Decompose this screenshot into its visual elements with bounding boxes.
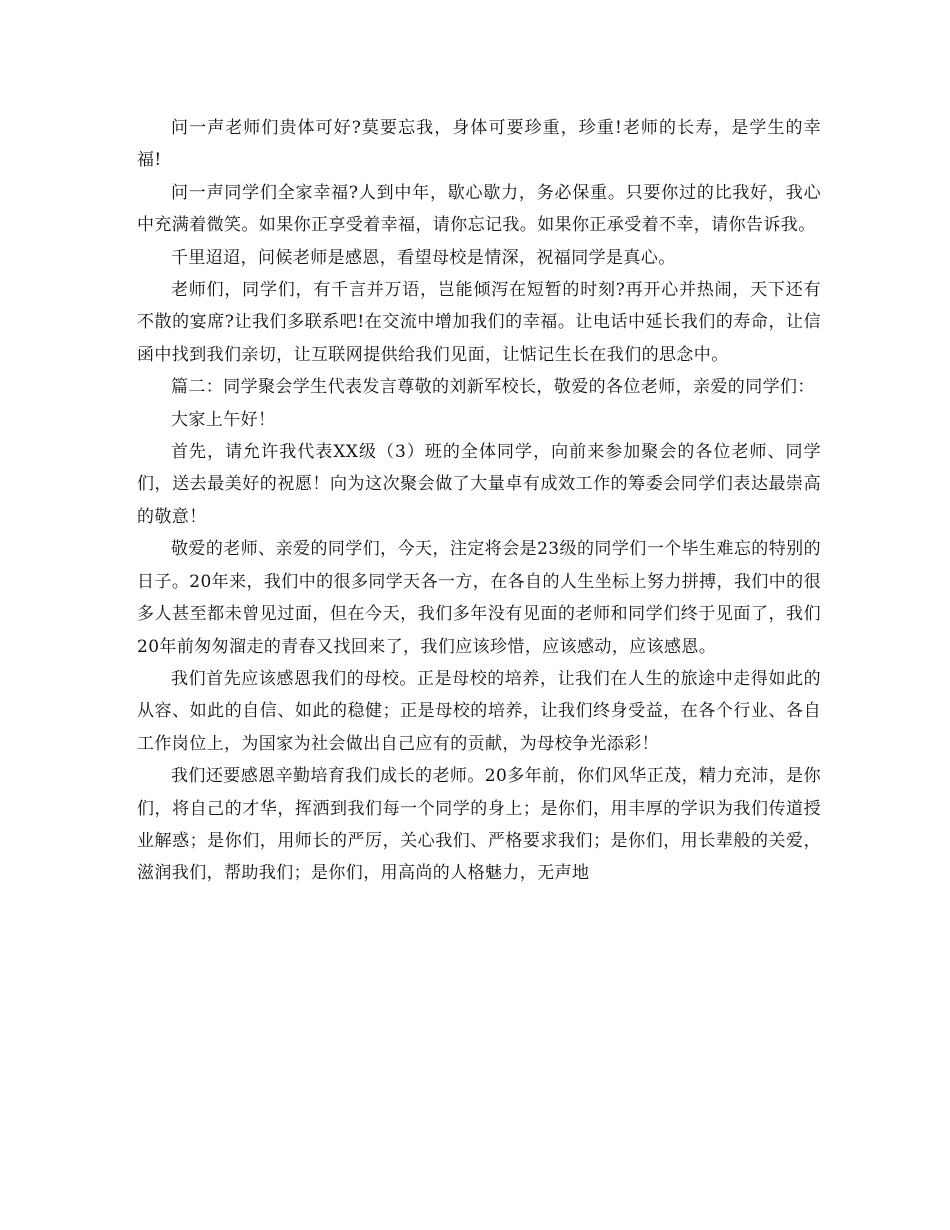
paragraph: 老师们，同学们，有千言并万语，岂能倾泻在短暂的时刻?再开心并热闹，天下还有不散的宴席?让我们多联系吧!在交流中增加我们的幸福。让电话中延长我们的寿命，让信函中找到我们亲切，让互联网提供给我们见面，让惦记生长在我们的思念中。	[137, 280, 821, 365]
paragraph: 我们还要感恩辛勤培育我们成长的老师。20多年前，你们风华正茂，精力充沛，是你们，将自己的才华，挥洒到我们每一个同学的身上；是你们，用丰厚的学识为我们传道授业解惑；是你们，用师长的严厉，关心我们、严格要求我们；是你们，用长辈般的关爱，滋润我们，帮助我们；是你们，用高尚的人格魅力，无声地	[137, 766, 821, 884]
document-body	[137, 112, 821, 890]
paragraph: 问一声老师们贵体可好?莫要忘我，身体可要珍重，珍重!老师的长寿，是学生的幸福!	[137, 118, 821, 171]
paragraph: 敬爱的老师、亲爱的同学们，今天，注定将会是23级的同学们一个毕生难忘的特别的日子。20年来，我们中的很多同学天各一方，在各自的人生坐标上努力拼搏，我们中的很多人甚至都未曾见过面，但在今天，我们多年没有见面的老师和同学们终于见面了，我们20年前匆匆溜走的青春又找回来了，我们应该珍惜，应该感动，应该感恩。	[137, 539, 821, 657]
paragraph: 千里迢迢，问候老师是感恩，看望母校是情深，祝福同学是真心。	[171, 247, 676, 268]
paragraph: 问一声同学们全家幸福?人到中年，歇心歇力，务必保重。只要你过的比我好，我心中充满着微笑。如果你正享受着幸福，请你忘记我。如果你正承受着不幸，请你告诉我。	[137, 182, 821, 236]
paragraph: 我们首先应该感恩我们的母校。正是母校的培养，让我们在人生的旅途中走得如此的从容、如此的自信、如此的稳健；正是母校的培养，让我们终身受益，在各个行业、各自工作岗位上，为国家为社会做出自己应有的贡献，为母校争光添彩！	[137, 668, 821, 754]
paragraph: 首先，请允许我代表XX级（3）班的全体同学，向前来参加聚会的各位老师、同学们，送去最美好的祝愿！向为这次聚会做了大量卓有成效工作的筹委会同学们表达最崇高的敬意！	[137, 442, 821, 527]
paragraph: 篇二：同学聚会学生代表发言尊敬的刘新军校长，敬爱的各位老师，亲爱的同学们：	[171, 377, 815, 398]
paragraph: 大家上午好！	[171, 409, 276, 430]
